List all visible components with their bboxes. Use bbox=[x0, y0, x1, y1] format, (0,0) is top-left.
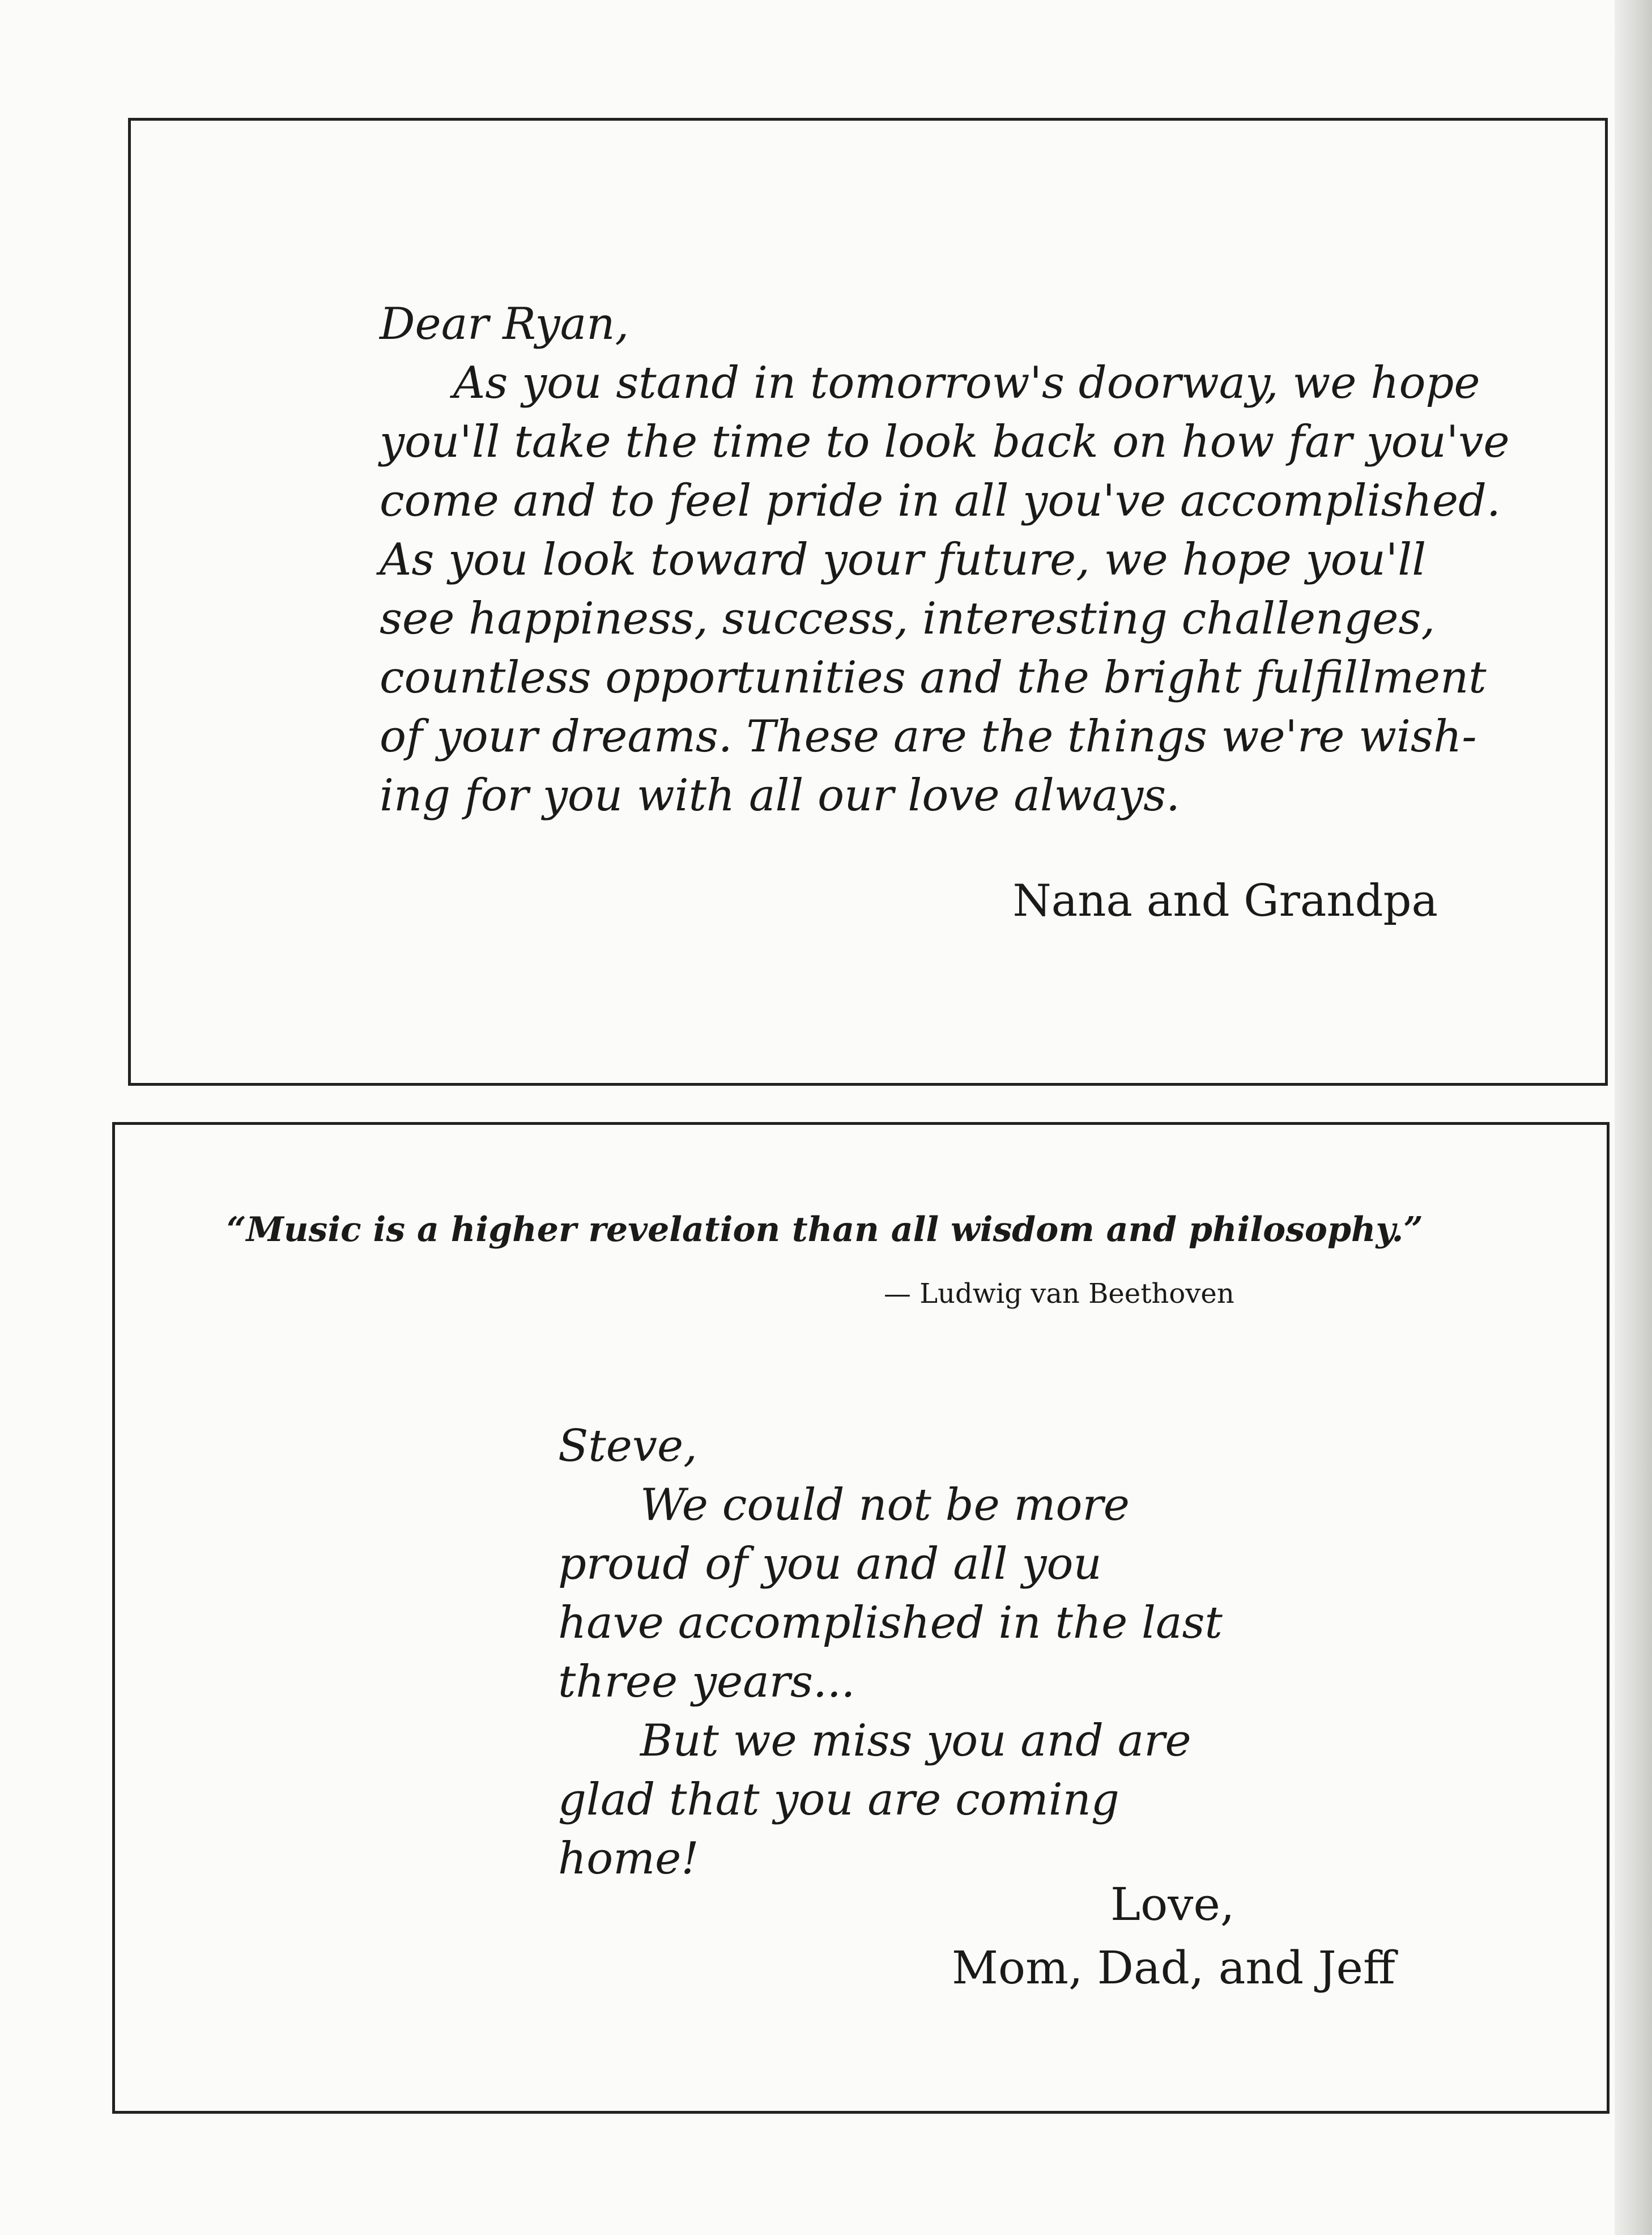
quote: “Music is a higher revelation than all wisdom and philosophy.” bbox=[227, 1210, 1423, 1250]
salutation: Dear Ryan, bbox=[380, 299, 629, 350]
body-line: But we miss you and are bbox=[640, 1715, 1191, 1766]
signature: Nana and Grandpa bbox=[1012, 876, 1438, 927]
body-line: We could not be more bbox=[640, 1480, 1130, 1531]
quote-attribution: — Ludwig van Beethoven bbox=[884, 1278, 1234, 1310]
body-line: come and to feel pride in all you've accomplished. bbox=[380, 475, 1501, 526]
signature: Mom, Dad, and Jeff bbox=[952, 1941, 1395, 1994]
body-line: have accomplished in the last bbox=[558, 1597, 1223, 1648]
body-line: see happiness, success, interesting challenges, bbox=[380, 593, 1436, 644]
body-line: three years... bbox=[558, 1656, 855, 1707]
body-line: you'll take the time to look back on how far you've bbox=[380, 417, 1510, 468]
body-line: home! bbox=[558, 1833, 699, 1884]
body-line: proud of you and all you bbox=[558, 1539, 1102, 1590]
salutation: Steve, bbox=[558, 1421, 697, 1472]
closing: Love, bbox=[1110, 1878, 1235, 1931]
body-line: countless opportunities and the bright fulfillment bbox=[380, 652, 1487, 703]
letter-ryan bbox=[380, 295, 1510, 825]
body-line: of your dreams. These are the things we're wish- bbox=[380, 711, 1477, 762]
letter-steve bbox=[558, 1417, 1223, 1888]
body-line: ing for you with all our love always. bbox=[380, 770, 1180, 821]
body-line: As you look toward your future, we hope you'll bbox=[380, 534, 1427, 585]
body-line: glad that you are coming bbox=[558, 1774, 1119, 1825]
page-edge bbox=[1615, 0, 1652, 2235]
body-line: As you stand in tomorrow's doorway, we hope bbox=[453, 358, 1480, 409]
